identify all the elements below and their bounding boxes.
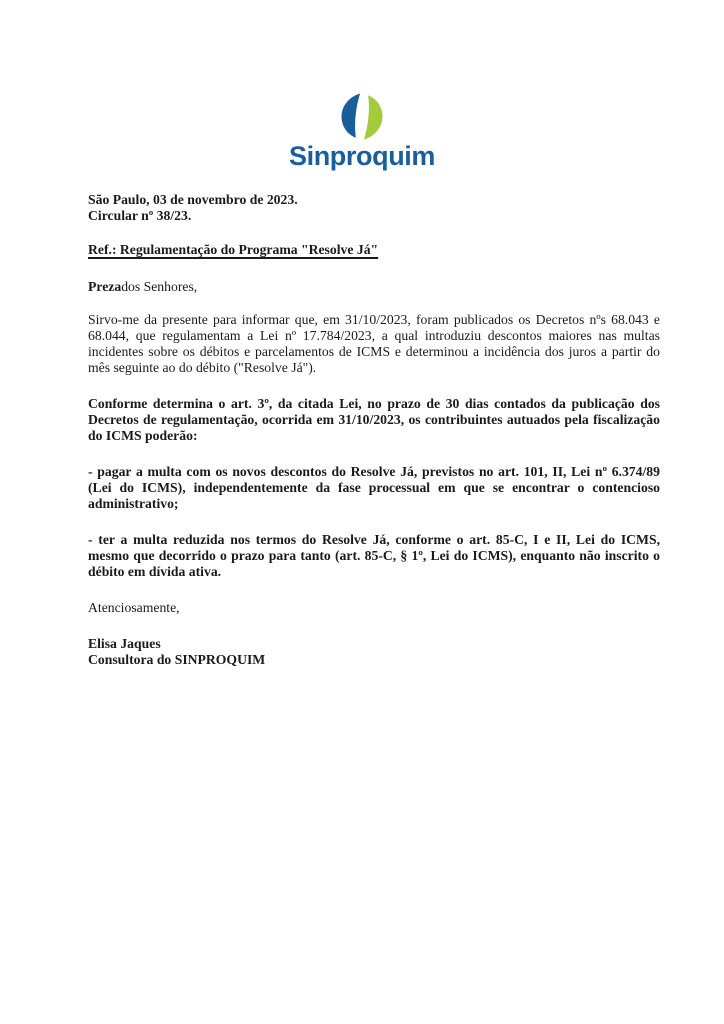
paragraph: - ter a multa reduzida nos termos do Resolve Já, conforme o art. 85-C, I e II, Lei do ICMS, mesmo que decorrido o prazo para tanto (art. 85-C, § 1º, Lei do ICMS), enquanto não inscrito o débito em dívida ativa. (88, 532, 660, 579)
paragraphs (88, 312, 660, 580)
paragraph: Conforme determina o art. 3º, da citada Lei, no prazo de 30 dias contados da publicação dos Decretos de regulamentação, ocorrida em 31/10/2023, os contribuintes autuados pela fiscalização do ICMS poderão: (88, 396, 660, 443)
salutation-regular-part: dos Senhores, (121, 279, 198, 294)
letter-body (88, 192, 660, 668)
signature-title: Consultora do SINPROQUIM (88, 652, 266, 667)
signature-name: Elisa Jaques (88, 636, 161, 651)
salutation-bold-part: Preza (88, 279, 122, 294)
date-line: São Paulo, 03 de novembro de 2023. (88, 192, 298, 207)
paragraph: - pagar a multa com os novos descontos do Resolve Já, previstos no art. 101, II, Lei nº 6.374/89 (Lei do ICMS), independentemente da fase processual em que se encontrar o contencioso administrativo; (88, 464, 660, 511)
paragraph: Sirvo-me da presente para informar que, em 31/10/2023, foram publicados os Decretos nºs 68.043 e 68.044, que regulamentam a Lei nº 17.784/2023, a qual introduziu descontos maiores nas multas incidentes sobre os débitos e parcelamentos de ICMS e determinou a incidência dos juros a partir do mês seguinte ao do débito ("Resolve Já"). (88, 312, 660, 375)
subject-text: Ref.: Regulamentação do Programa "Resolve Já" (88, 242, 379, 257)
sinproquim-two-leaves-icon (0, 93, 724, 144)
date-block (88, 192, 660, 224)
logo-block (0, 0, 724, 169)
circular-number-line: Circular nº 38/23. (88, 208, 192, 223)
brand-wordmark: Sinproquim (289, 141, 435, 171)
subject-line (88, 242, 660, 258)
signature-block (88, 636, 660, 668)
salutation (88, 279, 660, 295)
closing-line: Atenciosamente, (88, 600, 180, 615)
